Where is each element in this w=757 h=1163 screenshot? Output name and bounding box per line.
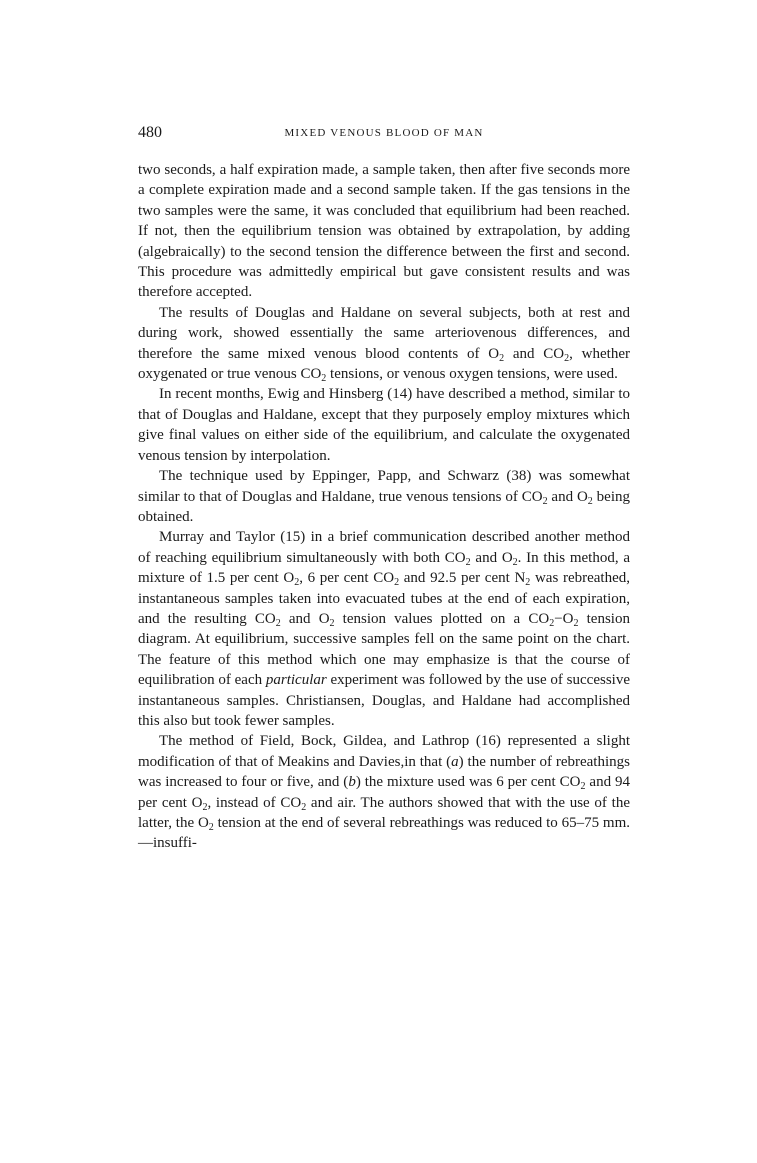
document-page xyxy=(138,124,630,854)
paragraph: The method of Field, Bock, Gildea, and Lathrop (16) represented a slight modification of that of Meakins and Davies,in that (a) the number of rebreathings was increased to four or five, and (b) the mixture used was 6 per cent $CO_2$ and 94 per cent $O_2$, instead of $CO_2$ and air. The authors showed that with the use of the latter, the $O_2$ tension at the end of several rebreathings was reduced to 65–75 mm.—insuffi- xyxy=(138,733,630,852)
page-number: 480 xyxy=(138,124,162,141)
paragraph: The results of Douglas and Haldane on several subjects, both at rest and during work, showed essentially the same arteriovenous differences, and therefore the same mixed venous blood contents of $O_2$ and $CO_2$, whether oxygenated or true venous $CO_2$ tensions, or venous oxygen tensions, were used. xyxy=(138,304,630,385)
body-text xyxy=(138,160,630,854)
page-header xyxy=(138,124,630,146)
paragraph: The technique used by Eppinger, Papp, and Schwarz (38) was somewhat similar to that of Douglas and Haldane, true venous tensions of $CO_2$ and $O_2$ being obtained. xyxy=(138,468,630,525)
paragraph: In recent months, Ewig and Hinsberg (14) have described a method, similar to that of Douglas and Haldane, except that they purposely employ mixtures which give final values on either side of the equilibrium, and calculate the oxygenated venous tension by interpolation. xyxy=(138,386,630,464)
paragraph: Murray and Taylor (15) in a brief communication described another method of reaching equilibrium simultaneously with both $CO_2$ and $O_2$. In this method, a mixture of 1.5 per cent $O_2$, 6 per cent $CO_2$ and 92.5 per cent $N_2$ was rebreathed, instantaneous samples taken into evacuated tubes at the end of each expiration, and the resulting $CO_2$ and $O_2$ tension values plotted on a $CO_2-O_2$ tension diagram. At equilibrium, successive samples fell on the same point on the chart. The feature of this method which one may emphasize is that the course of equilibration of each particular experiment was followed by the use of successive instantaneous samples. Christiansen, Douglas, and Haldane had accomplished this also but took fewer samples. xyxy=(138,529,630,729)
paragraph: two seconds, a half expiration made, a sample taken, then after five seconds more a complete expiration made and a second sample taken. If the gas tensions in the two samples were the same, it was concluded that equilibrium had been reached. If not, then the equilibrium tension was obtained by extrapolation, by adding (algebraically) to the second tension the difference between the first and second. This procedure was admittedly empirical but gave consistent results and was therefore accepted. xyxy=(138,162,630,301)
running-head: MIXED VENOUS BLOOD OF MAN xyxy=(284,127,484,139)
